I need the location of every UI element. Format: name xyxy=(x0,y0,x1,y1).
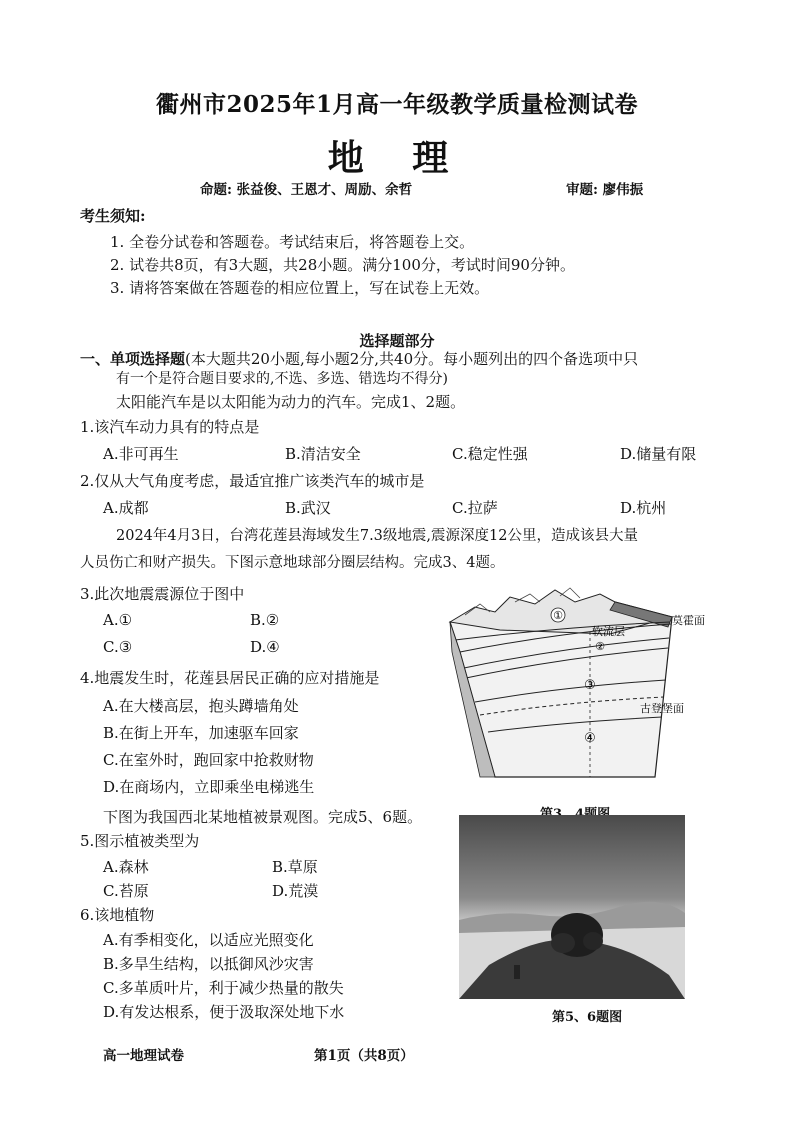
notice-item: 1. 全卷分试卷和答题卷。考试结束后，将答题卷上交。 xyxy=(110,233,475,251)
option-b: B.清洁安全 xyxy=(285,445,361,463)
desert-landscape-image xyxy=(459,815,685,999)
option-d: D.在商场内，立即乘坐电梯逃生 xyxy=(103,778,315,796)
reviewer-line: 审题: 廖伟振 xyxy=(566,182,644,198)
option-d: D.储量有限 xyxy=(620,445,697,463)
question-stem: 2.仅从大气角度考虑，最适宜推广该类汽车的城市是 xyxy=(80,472,425,490)
option-b: B.② xyxy=(250,611,280,629)
question-stem: 6.该地植物 xyxy=(80,906,155,924)
option-a: A.① xyxy=(103,611,133,629)
option-a: A.在大楼高层，抱头蹲墙角处 xyxy=(103,697,299,715)
part-desc-cont: 有一个是符合题目要求的,不选、多选、错选均不得分) xyxy=(116,371,448,387)
earth-layers-diagram xyxy=(440,582,710,797)
subject-title: 地 理 xyxy=(327,137,467,179)
option-c: C.在室外时，跑回家中抢救财物 xyxy=(103,751,314,769)
moho-label: 莫霍面 xyxy=(672,614,705,627)
page-number: 第1页（共8页） xyxy=(314,1048,414,1064)
question-stem: 4.地震发生时，花莲县居民正确的应对措施是 xyxy=(80,669,380,687)
option-c: C.③ xyxy=(103,638,133,656)
option-b: B.武汉 xyxy=(285,499,331,517)
notice-item: 3. 请将答案做在答题卷的相应位置上，写在试卷上无效。 xyxy=(110,279,490,297)
notice-item: 2. 试卷共8页，有3大题，共28小题。满分100分，考试时间90分钟。 xyxy=(110,256,575,274)
option-a: A.有季相变化，以适应光照变化 xyxy=(103,931,314,949)
option-c: C.苔原 xyxy=(103,882,149,900)
option-d: D.荒漠 xyxy=(272,882,319,900)
option-b: B.在街上开车，加速驱车回家 xyxy=(103,724,299,742)
label-2: ② xyxy=(595,640,605,653)
intro-text: 2024年4月3日，台湾花莲县海域发生7.3级地震,震源深度12公里，造成该县大量 xyxy=(116,528,638,544)
option-a: A.非可再生 xyxy=(103,445,179,463)
part-desc: (本大题共20小题,每小题2分,共40分。每小题列出的四个备选项中只 xyxy=(185,350,639,368)
option-a: A.成都 xyxy=(103,499,149,517)
option-a: A.森林 xyxy=(103,858,149,876)
notice-heading: 考生须知: xyxy=(80,207,146,225)
option-d: D.有发达根系，便于汲取深处地下水 xyxy=(103,1003,345,1021)
vegetation-photo xyxy=(459,815,685,999)
part-heading xyxy=(80,348,638,369)
question-stem: 3.此次地震震源位于图中 xyxy=(80,585,245,603)
option-c: C.多革质叶片，利于减少热量的散失 xyxy=(103,979,344,997)
option-b: B.多旱生结构，以抵御风沙灾害 xyxy=(103,955,314,973)
part-title: 一、单项选择题 xyxy=(80,350,186,368)
figure-caption: 第5、6题图 xyxy=(552,1010,623,1025)
section-heading: 选择题部分 xyxy=(359,332,435,350)
option-c: C.拉萨 xyxy=(452,499,498,517)
option-d: D.杭州 xyxy=(620,499,667,517)
label-1: ① xyxy=(553,609,563,622)
option-d: D.④ xyxy=(250,638,280,656)
intro-text: 太阳能汽车是以太阳能为动力的汽车。完成1、2题。 xyxy=(116,393,466,411)
exam-title: 衢州市2025年1月高一年级教学质量检测试卷 xyxy=(155,91,639,118)
question-stem: 1.该汽车动力具有的特点是 xyxy=(80,418,260,436)
question-stem: 5.图示植被类型为 xyxy=(80,832,200,850)
option-b: B.草原 xyxy=(272,858,318,876)
intro-text: 下图为我国西北某地植被景观图。完成5、6题。 xyxy=(103,808,423,826)
option-c: C.稳定性强 xyxy=(452,445,528,463)
footer-subject: 高一地理试卷 xyxy=(103,1048,184,1064)
intro-text: 人员伤亡和财产损失。下图示意地球部分圈层结构。完成3、4题。 xyxy=(80,555,505,571)
gutenberg-label: 古登堡面 xyxy=(640,702,684,715)
authors-line: 命题: 张益俊、王恩才、周励、余哲 xyxy=(200,182,413,198)
label-4: ④ xyxy=(584,731,596,746)
label-3: ③ xyxy=(584,678,596,693)
asthenosphere-label: 软流层 xyxy=(592,625,625,638)
